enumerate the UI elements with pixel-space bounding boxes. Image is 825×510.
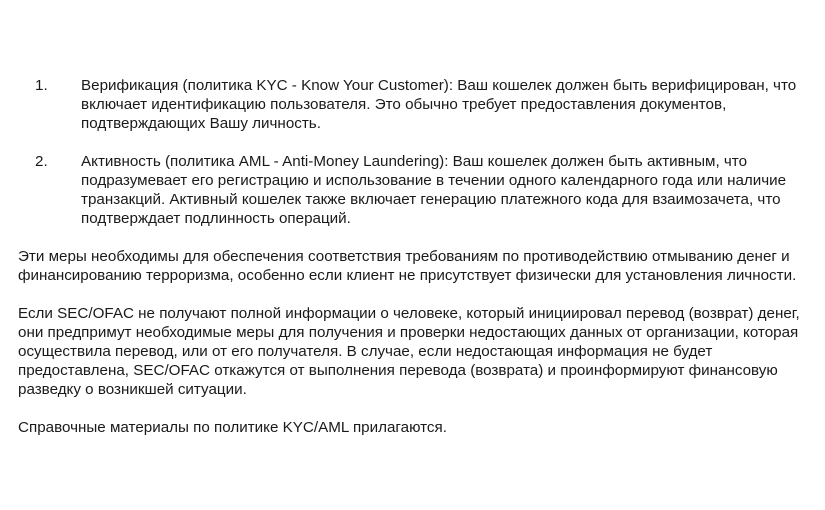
document-body [18,76,808,456]
list-item-number: 2. [35,153,48,170]
list-item [18,152,808,228]
paragraph: Справочные материалы по политике KYC/AML прилагаются. [18,419,447,436]
list-item-text: Верификация (политика KYC - Know Your Customer): Ваш кошелек должен быть верифицирован, что включает идентификацию пользователя. Это обычно требует предоставления документов, подтверждающих Вашу личность. [81,77,797,132]
paragraph: Эти меры необходимы для обеспечения соответствия требованиям по противодействию отмыванию денег и финансированию терроризма, особенно если клиент не присутствует физически для установления личности. [18,248,797,284]
list-item-text: Активность (политика AML - Anti-Money Laundering): Ваш кошелек должен быть активным, что подразумевает его регистрацию и использование в течении одного календарного года или наличие транзакций. Активный кошелек также включает генерацию платежного кода для взаимозачета, что подтверждает подлинность операций. [81,153,787,227]
list-item [18,76,808,133]
requirements-list [18,76,808,228]
paragraph: Если SEC/OFAC не получают полной информации о человеке, который инициировал перевод (возврат) денег, они предпримут необходимые меры для получения и проверки недостающих данных от организации, которая осуществила перевод, или от его получателя. В случае, если недостающая информация не будет предоставлена, SEC/OFAC откажутся от выполнения перевода (возврата) и проинформируют финансовую разведку о возникшей ситуации. [18,305,800,398]
list-item-number: 1. [35,77,48,94]
